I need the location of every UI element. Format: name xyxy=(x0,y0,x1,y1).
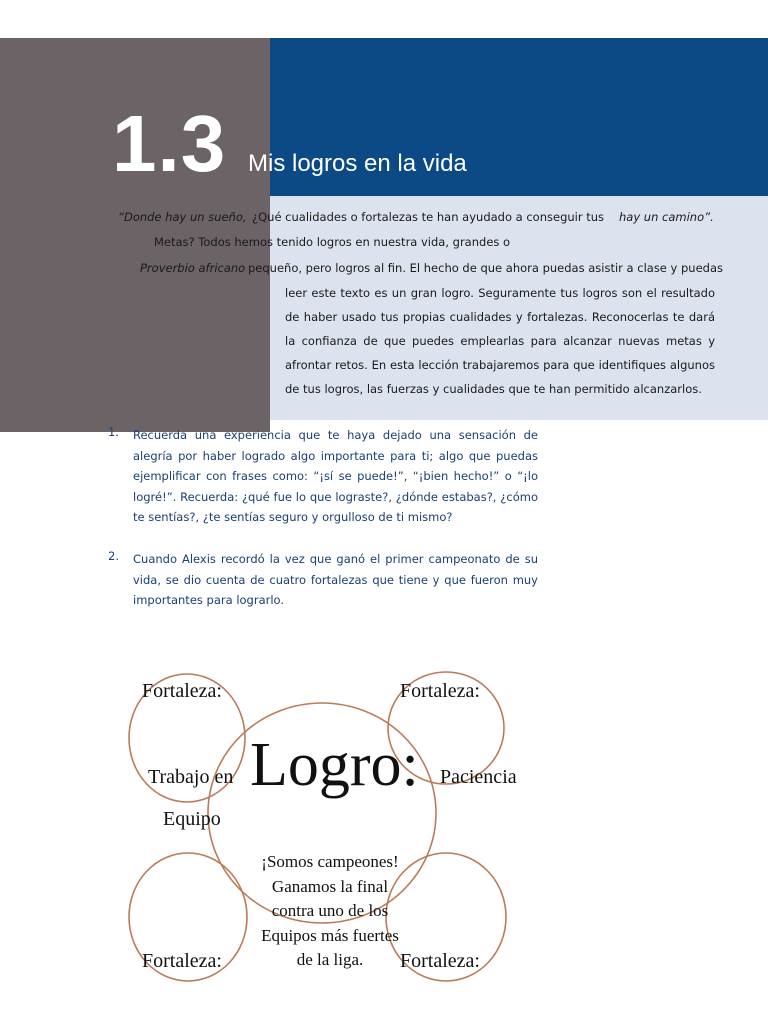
epigraph-quote-close: hay un camino”. xyxy=(619,210,714,224)
fortaleza-top-left: Fortaleza: xyxy=(142,680,222,702)
activity-text: Cuando Alexis recordó la vez que ganó el primer campeonato de su vida, se dio cuenta de cuatro fortalezas que tiene y que fueron muy importantes para lograrlo. xyxy=(133,552,538,607)
fortaleza-top-right: Fortaleza: xyxy=(400,680,480,702)
logro-line: ¡Somos campeones! xyxy=(261,852,399,871)
lesson-number: 1.3 xyxy=(112,99,227,188)
intro-line-2: Metas? Todos hemos tenido logros en nuestra vida, grandes o xyxy=(154,235,511,249)
intro-line-1: ¿Qué cualidades o fortalezas te han ayudado a conseguir tus xyxy=(252,210,605,224)
fortaleza-bottom-left: Fortaleza: xyxy=(142,950,222,972)
activity-item-1 xyxy=(108,425,538,528)
strengths-diagram xyxy=(0,640,768,1024)
strength-patience: Paciencia xyxy=(440,766,517,788)
lesson-title: Mis logros en la vida xyxy=(248,150,467,177)
logro-line: Equipos más fuertes xyxy=(261,925,399,945)
logro-line: de la liga. xyxy=(296,950,364,969)
epigraph-author: Proverbio africano xyxy=(140,261,246,275)
intro-body: leer este texto es un gran logro. Seguramente tus logros son el resultado de haber usado tus propias cualidades y fortalezas. Reconocerlas te dará la confianza de que puedes emplearlas para alcanzar nuevas metas y afrontar retos. En esta lección trabajaremos para que identifiques algunos de tus logros, las fuerzas y cualidades que te han permitido alcanzarlos. xyxy=(285,286,715,396)
activity-number: 1. xyxy=(108,425,119,439)
strength-teamwork-line2: Equipo xyxy=(163,808,221,830)
epigraph-quote-open: “Donde hay un sueño, xyxy=(118,210,247,224)
fortaleza-bottom-right: Fortaleza: xyxy=(400,950,480,972)
strength-teamwork-line1: Trabajo en xyxy=(148,766,234,788)
logro-label: Logro: xyxy=(250,731,419,799)
intro-line-3: pequeño, pero logros al fin. El hecho de que ahora puedas asistir a clase y puedas xyxy=(248,261,724,275)
activity-item-2 xyxy=(108,549,538,611)
logro-line: Ganamos la final xyxy=(271,876,389,896)
activity-number: 2. xyxy=(108,549,119,563)
activity-text: Recuerda una experiencia que te haya dejado una sensación de alegría por haber logrado algo importante para ti; algo que puedas ejemplificar con frases como: “¡sí se puede!”, “¡bien hecho!” o “¡lo logré!”. Recuerda: ¿qué fue lo que lograste?, ¿dónde estabas?, ¿cómo te sentías?, ¿te sentías seguro y orgulloso de ti mismo? xyxy=(133,428,538,524)
logro-line: contra uno de los xyxy=(271,901,389,920)
